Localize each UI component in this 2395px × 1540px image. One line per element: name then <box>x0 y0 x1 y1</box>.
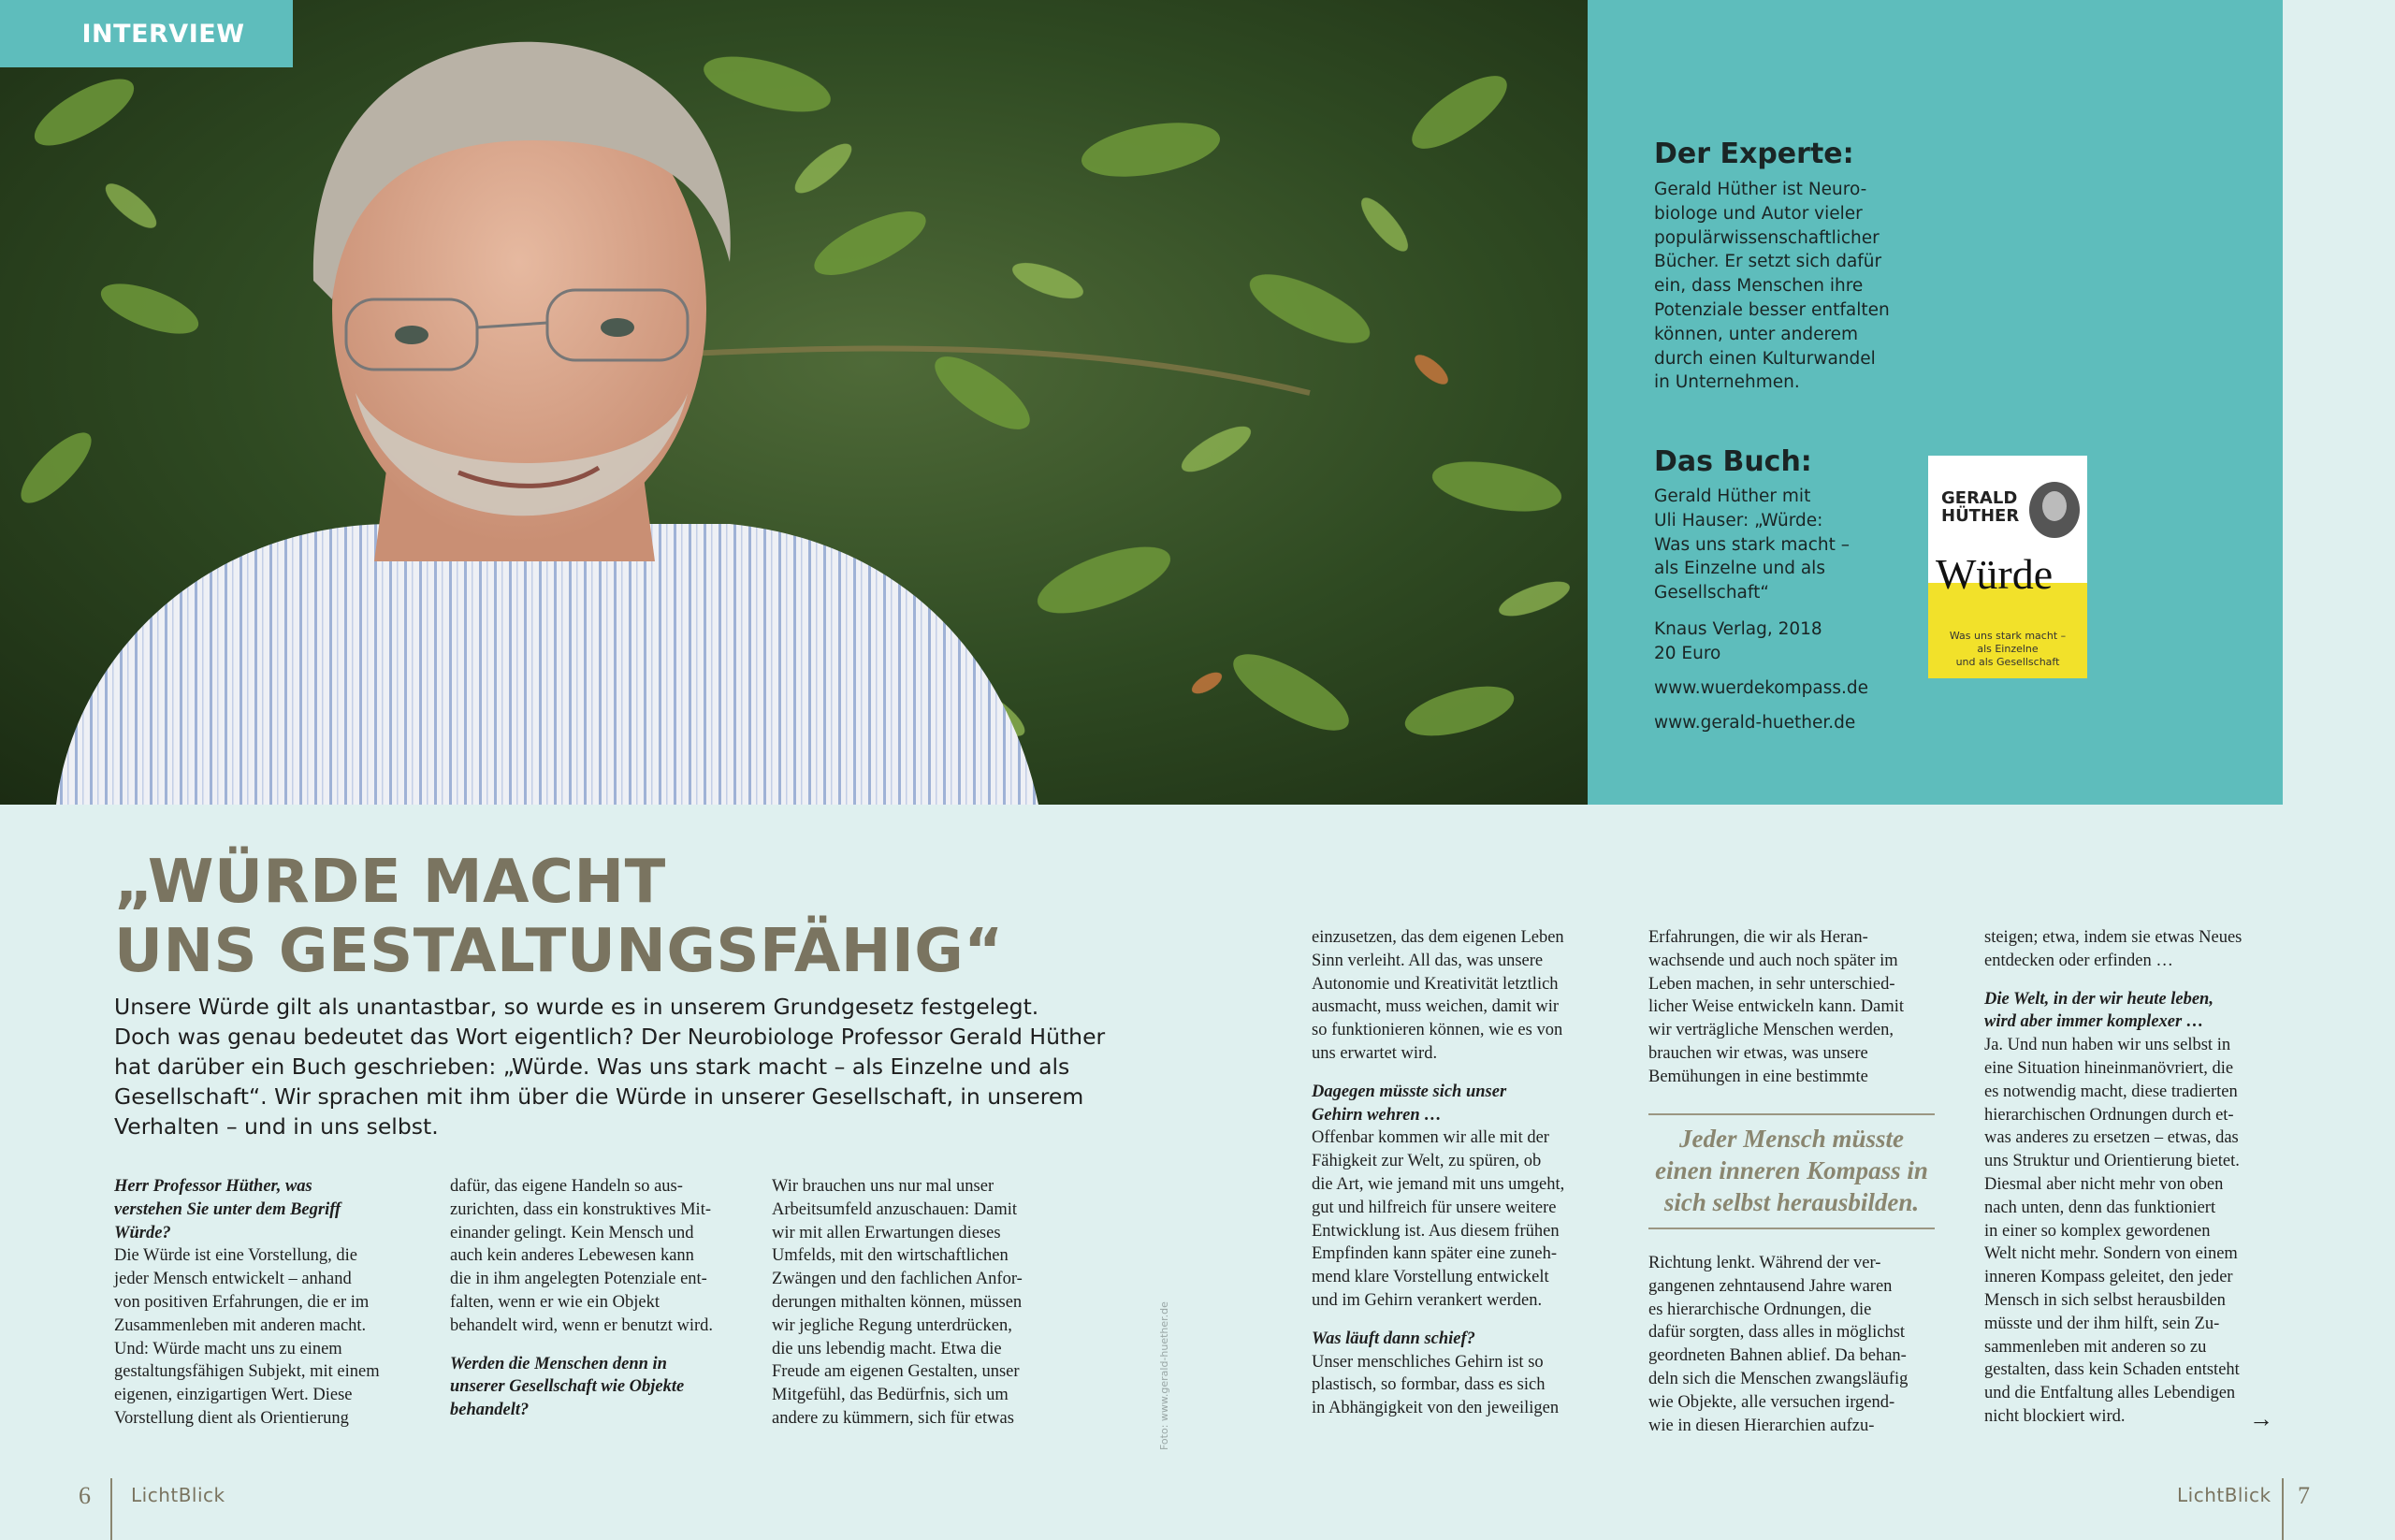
pull-quote-line: einen inneren Kompass in <box>1655 1156 1928 1184</box>
expert-line: Bücher. Er setzt sich dafür <box>1654 252 1882 272</box>
text-line: ausmacht, muss weichen, damit wir <box>1312 997 1560 1017</box>
pull-quote <box>1648 1113 1935 1229</box>
column-6 <box>1984 926 2298 1429</box>
photo-credit: Foto: www.gerald-huether.de <box>1158 1301 1170 1450</box>
text-line: gut und hilfreich für unsere weitere <box>1312 1198 1557 1217</box>
expert-bio <box>1654 178 1890 395</box>
text-line: falten, wenn er wie ein Objekt <box>450 1292 660 1312</box>
column-2 <box>450 1175 763 1422</box>
book-publisher <box>1654 617 1822 666</box>
text-line: wie in diesen Hierarchien aufzu- <box>1648 1416 1875 1435</box>
text-line: gestalten, dass kein Schaden entsteht <box>1984 1360 2240 1380</box>
portrait-photo <box>0 0 1588 805</box>
text-line: Zusammenleben mit anderen macht. <box>114 1315 367 1335</box>
text-line: wir jegliche Regung unterdrücken, <box>772 1315 1012 1335</box>
book-cover-author <box>1941 489 2019 525</box>
interview-question <box>1312 1081 1625 1127</box>
link-gerald-huether[interactable]: www.gerald-huether.de <box>1654 713 1856 733</box>
text-line: wird aber immer komplexer … <box>1984 1012 2204 1032</box>
text-line: entdecken oder erfinden … <box>1984 951 2173 970</box>
text-line: Dagegen müsste sich unser <box>1312 1082 1507 1101</box>
text-line: die in ihm angelegten Potenziale ent- <box>450 1270 707 1289</box>
book-line: Gerald Hüther mit <box>1654 487 1811 506</box>
text-line: Bemühungen in eine bestimmte <box>1648 1067 1868 1086</box>
text-line: Was läuft dann schief? <box>1312 1329 1475 1348</box>
text-line: Leben machen, in sehr unterschied- <box>1648 974 1895 994</box>
text-line: eigenen, einzigartigen Wert. Diese <box>114 1386 353 1405</box>
text-line: Entwicklung ist. Aus diesem frühen <box>1312 1221 1560 1241</box>
interview-answer <box>1312 1126 1625 1312</box>
interview-question <box>450 1353 763 1422</box>
expert-line: können, unter anderem <box>1654 324 1859 344</box>
book-cover-subtitle <box>1928 630 2087 669</box>
interview-answer <box>1984 926 2298 973</box>
info-box <box>1588 0 2283 805</box>
cover-subtitle-line: Was uns stark macht – <box>1949 630 2067 642</box>
text-line: Autonomie und Kreativität letztlich <box>1312 974 1559 994</box>
text-line: so funktionieren können, wie es von <box>1312 1021 1563 1040</box>
cover-subtitle-line: als Einzelne <box>1977 643 2039 655</box>
text-line: Würde? <box>114 1223 171 1242</box>
interview-answer <box>1984 1034 2298 1429</box>
cover-author-line: GERALD <box>1941 488 2018 508</box>
text-line: uns erwartet wird. <box>1312 1043 1438 1063</box>
text-line: sammenleben mit anderen so zu <box>1984 1337 2207 1357</box>
text-line: Richtung lenkt. Während der ver- <box>1648 1254 1881 1272</box>
text-line: Werden die Menschen denn in <box>450 1354 667 1373</box>
column-4 <box>1312 926 1625 1420</box>
article-headline <box>114 848 1050 986</box>
text-line: die Art, wie jemand mit uns umgeht, <box>1312 1174 1565 1194</box>
text-line: Gehirn wehren … <box>1312 1105 1442 1125</box>
interview-answer <box>114 1244 428 1430</box>
text-line: Sinn verleiht. All das, was unsere <box>1312 951 1544 970</box>
text-line: die uns lebendig macht. Etwa die <box>772 1339 1002 1358</box>
footer-divider-left <box>110 1478 112 1540</box>
text-line: Fähigkeit zur Welt, zu spüren, ob <box>1312 1152 1542 1171</box>
text-line: Die Welt, in der wir heute leben, <box>1984 989 2214 1009</box>
text-line: brauchen wir etwas, was unsere <box>1648 1043 1868 1063</box>
text-line: in einer so komplex gewordenen <box>1984 1221 2211 1241</box>
text-line: Arbeitsumfeld anzuschauen: Damit <box>772 1199 1017 1219</box>
text-line: und die Entfaltung alles Lebendigen <box>1984 1384 2236 1403</box>
text-line: Empfinden kann später eine zuneh- <box>1312 1244 1557 1264</box>
text-line: Die Würde ist eine Vorstellung, die <box>114 1246 357 1266</box>
text-line: Umfelds, mit den wirtschaftlichen <box>772 1246 1009 1266</box>
interview-answer <box>450 1175 763 1338</box>
text-line: Mensch in sich selbst herausbilden <box>1984 1290 2226 1310</box>
text-line: es hierarchische Ordnungen, die <box>1648 1300 1872 1319</box>
intro-line: Gesellschaft“. Wir sprachen mit ihm über die Würde in unserer Gesellschaft, in unserem <box>114 1083 1084 1110</box>
publisher-line: 20 Euro <box>1654 643 1721 663</box>
text-line: einander gelingt. Kein Mensch und <box>450 1223 694 1242</box>
interview-question <box>1312 1328 1625 1351</box>
text-line: wir verträgliche Menschen werden, <box>1648 1021 1894 1040</box>
headline-line: „WÜRDE MACHT <box>114 848 666 917</box>
interview-answer <box>772 1175 1085 1431</box>
page-number-right: 7 <box>2298 1482 2310 1509</box>
text-line: Vorstellung dient als Orientierung <box>114 1408 349 1428</box>
text-line: in Abhängigkeit von den jeweiligen <box>1312 1399 1560 1418</box>
interview-answer <box>1312 1351 1625 1420</box>
text-line: deln sich die Menschen zwangsläufig <box>1648 1369 1909 1388</box>
book-cover <box>1928 456 2087 678</box>
magazine-name-left: LichtBlick <box>131 1484 225 1506</box>
expert-heading: Der Experte: <box>1654 138 1854 170</box>
text-line: Erfahrungen, die wir als Heran- <box>1648 928 1868 947</box>
text-line: Offenbar kommen wir alle mit der <box>1312 1128 1549 1148</box>
text-line: eine Situation hineinmanövriert, die <box>1984 1058 2234 1078</box>
column-3 <box>772 1175 1085 1431</box>
book-details <box>1654 485 1850 605</box>
intro-line: Unsere Würde gilt als unantastbar, so wurde es in unserem Grundgesetz festgelegt. <box>114 994 1039 1020</box>
magazine-name-right: LichtBlick <box>2177 1484 2272 1506</box>
text-line: gangenen zehntausend Jahre waren <box>1648 1276 1893 1296</box>
headline-line: UNS GESTALTUNGSFÄHIG“ <box>114 917 1004 986</box>
page-number-left: 6 <box>79 1482 91 1509</box>
interview-question <box>1984 988 2298 1035</box>
cover-subtitle-line: und als Gesellschaft <box>1955 656 2060 668</box>
expert-line: ein, dass Menschen ihre <box>1654 276 1864 297</box>
book-line: Uli Hauser: „Würde: <box>1654 510 1823 530</box>
text-line: licher Weise entwickeln kann. Damit <box>1648 997 1905 1017</box>
pull-quote-line: Jeder Mensch müsste <box>1678 1125 1904 1153</box>
column-5-bottom <box>1648 1252 1962 1437</box>
book-line: als Einzelne und als <box>1654 559 1825 579</box>
interview-answer <box>1312 926 1625 1066</box>
intro-line: Verhalten – und in uns selbst. <box>114 1113 439 1140</box>
text-line: behandelt wird, wenn er benutzt wird. <box>450 1315 714 1335</box>
text-line: steigen; etwa, indem sie etwas Neues <box>1984 928 2243 947</box>
text-line: Und: Würde macht uns zu einem <box>114 1339 342 1358</box>
section-tag: INTERVIEW <box>0 0 293 67</box>
pull-quote-line: sich selbst herausbilden. <box>1663 1188 1920 1216</box>
column-5-top <box>1648 926 1962 1089</box>
intro-line: hat darüber ein Buch geschrieben: „Würde. Was uns stark macht – als Einzelne und als <box>114 1053 1070 1080</box>
text-line: nach unten, denn das funktioniert <box>1984 1198 2216 1217</box>
text-line: auch kein anderes Lebewesen kann <box>450 1246 694 1266</box>
text-line: jeder Mensch entwickelt – anhand <box>114 1270 352 1289</box>
book-heading: Das Buch: <box>1654 445 1812 478</box>
publisher-line: Knaus Verlag, 2018 <box>1654 619 1822 639</box>
text-line: müsste und der ihm hilft, sein Zu- <box>1984 1314 2220 1333</box>
text-line: einzusetzen, das dem eigenen Leben <box>1312 928 1564 947</box>
text-line: was anderes zu ersetzen – etwas, das <box>1984 1128 2239 1148</box>
text-line: Herr Professor Hüther, was <box>114 1177 312 1196</box>
text-line: verstehen Sie unter dem Begriff <box>114 1199 341 1219</box>
interview-question <box>114 1175 428 1244</box>
cover-author-line: HÜTHER <box>1941 506 2020 526</box>
text-line: behandelt? <box>450 1401 530 1420</box>
book-cover-title: Würde <box>1936 550 2054 598</box>
text-line: inneren Kompass geleitet, den jeder <box>1984 1268 2233 1287</box>
text-line: derungen mithalten können, müssen <box>772 1292 1023 1312</box>
text-line: andere zu kümmern, sich für etwas <box>772 1408 1014 1428</box>
text-line: zurichten, dass ein konstruktives Mit- <box>450 1199 711 1219</box>
article-intro <box>114 992 1106 1141</box>
text-line: wir mit allen Erwartungen dieses <box>772 1223 1001 1242</box>
column-1 <box>114 1175 428 1431</box>
text-line: und im Gehirn verankert werden. <box>1312 1290 1543 1310</box>
text-line: geordneten Bahnen ablief. Da behan- <box>1648 1346 1907 1366</box>
expert-line: in Unternehmen. <box>1654 372 1800 393</box>
text-line: unserer Gesellschaft wie Objekte <box>450 1377 685 1397</box>
expert-line: Potenziale besser entfalten <box>1654 299 1890 320</box>
intro-line: Doch was genau bedeutet das Wort eigentlich? Der Neurobiologe Professor Gerald Hüther <box>114 1024 1106 1050</box>
text-line: wie Objekte, alle versuchen irgend- <box>1648 1392 1895 1412</box>
text-line: uns Struktur und Orientierung bietet. <box>1984 1152 2240 1171</box>
expert-line: biologe und Autor vieler <box>1654 203 1863 224</box>
portrait-illustration <box>0 0 1588 805</box>
footer-divider-right <box>2282 1478 2284 1540</box>
text-line: Unser menschliches Gehirn ist so <box>1312 1352 1544 1372</box>
text-line: hierarchischen Ordnungen durch et- <box>1984 1105 2234 1125</box>
link-wuerdekompass[interactable]: www.wuerdekompass.de <box>1654 678 1868 698</box>
text-line: Zwängen und den fachlichen Anfor- <box>772 1270 1023 1289</box>
text-line: Welt nicht mehr. Sondern von einem <box>1984 1244 2238 1264</box>
text-line: Wir brauchen uns nur mal unser <box>772 1177 994 1196</box>
text-line: wachsende und auch noch später im <box>1648 951 1898 970</box>
text-line: es notwendig macht, diese tradierten <box>1984 1082 2238 1101</box>
text-line: nicht blockiert wird. <box>1984 1406 2126 1426</box>
expert-line: populärwissenschaftlicher <box>1654 227 1880 248</box>
text-line: von positiven Erfahrungen, die er im <box>114 1292 370 1312</box>
text-line: dafür sorgten, dass alles in möglichst <box>1648 1323 1906 1343</box>
text-line: Mitgefühl, das Bedürfnis, sich um <box>772 1386 1009 1405</box>
expert-line: Gerald Hüther ist Neuro- <box>1654 180 1867 199</box>
text-line: gestaltungsfähigen Subjekt, mit einem <box>114 1362 380 1382</box>
text-line: mend klare Vorstellung entwickelt <box>1312 1268 1549 1287</box>
text-line: Freude am eigenen Gestalten, unser <box>772 1362 1020 1382</box>
author-photo-icon <box>2029 482 2080 538</box>
continue-arrow-icon: → <box>2249 1405 2273 1432</box>
text-line: Diesmal aber nicht mehr von oben <box>1984 1174 2224 1194</box>
book-line: Was uns stark macht – <box>1654 534 1851 555</box>
expert-line: durch einen Kulturwandel <box>1654 348 1876 369</box>
text-line: Ja. Und nun haben wir uns selbst in <box>1984 1036 2231 1055</box>
book-line: Gesellschaft“ <box>1654 583 1769 603</box>
text-line: plastisch, so formbar, dass es sich <box>1312 1375 1546 1395</box>
text-line: dafür, das eigene Handeln so aus- <box>450 1177 683 1196</box>
